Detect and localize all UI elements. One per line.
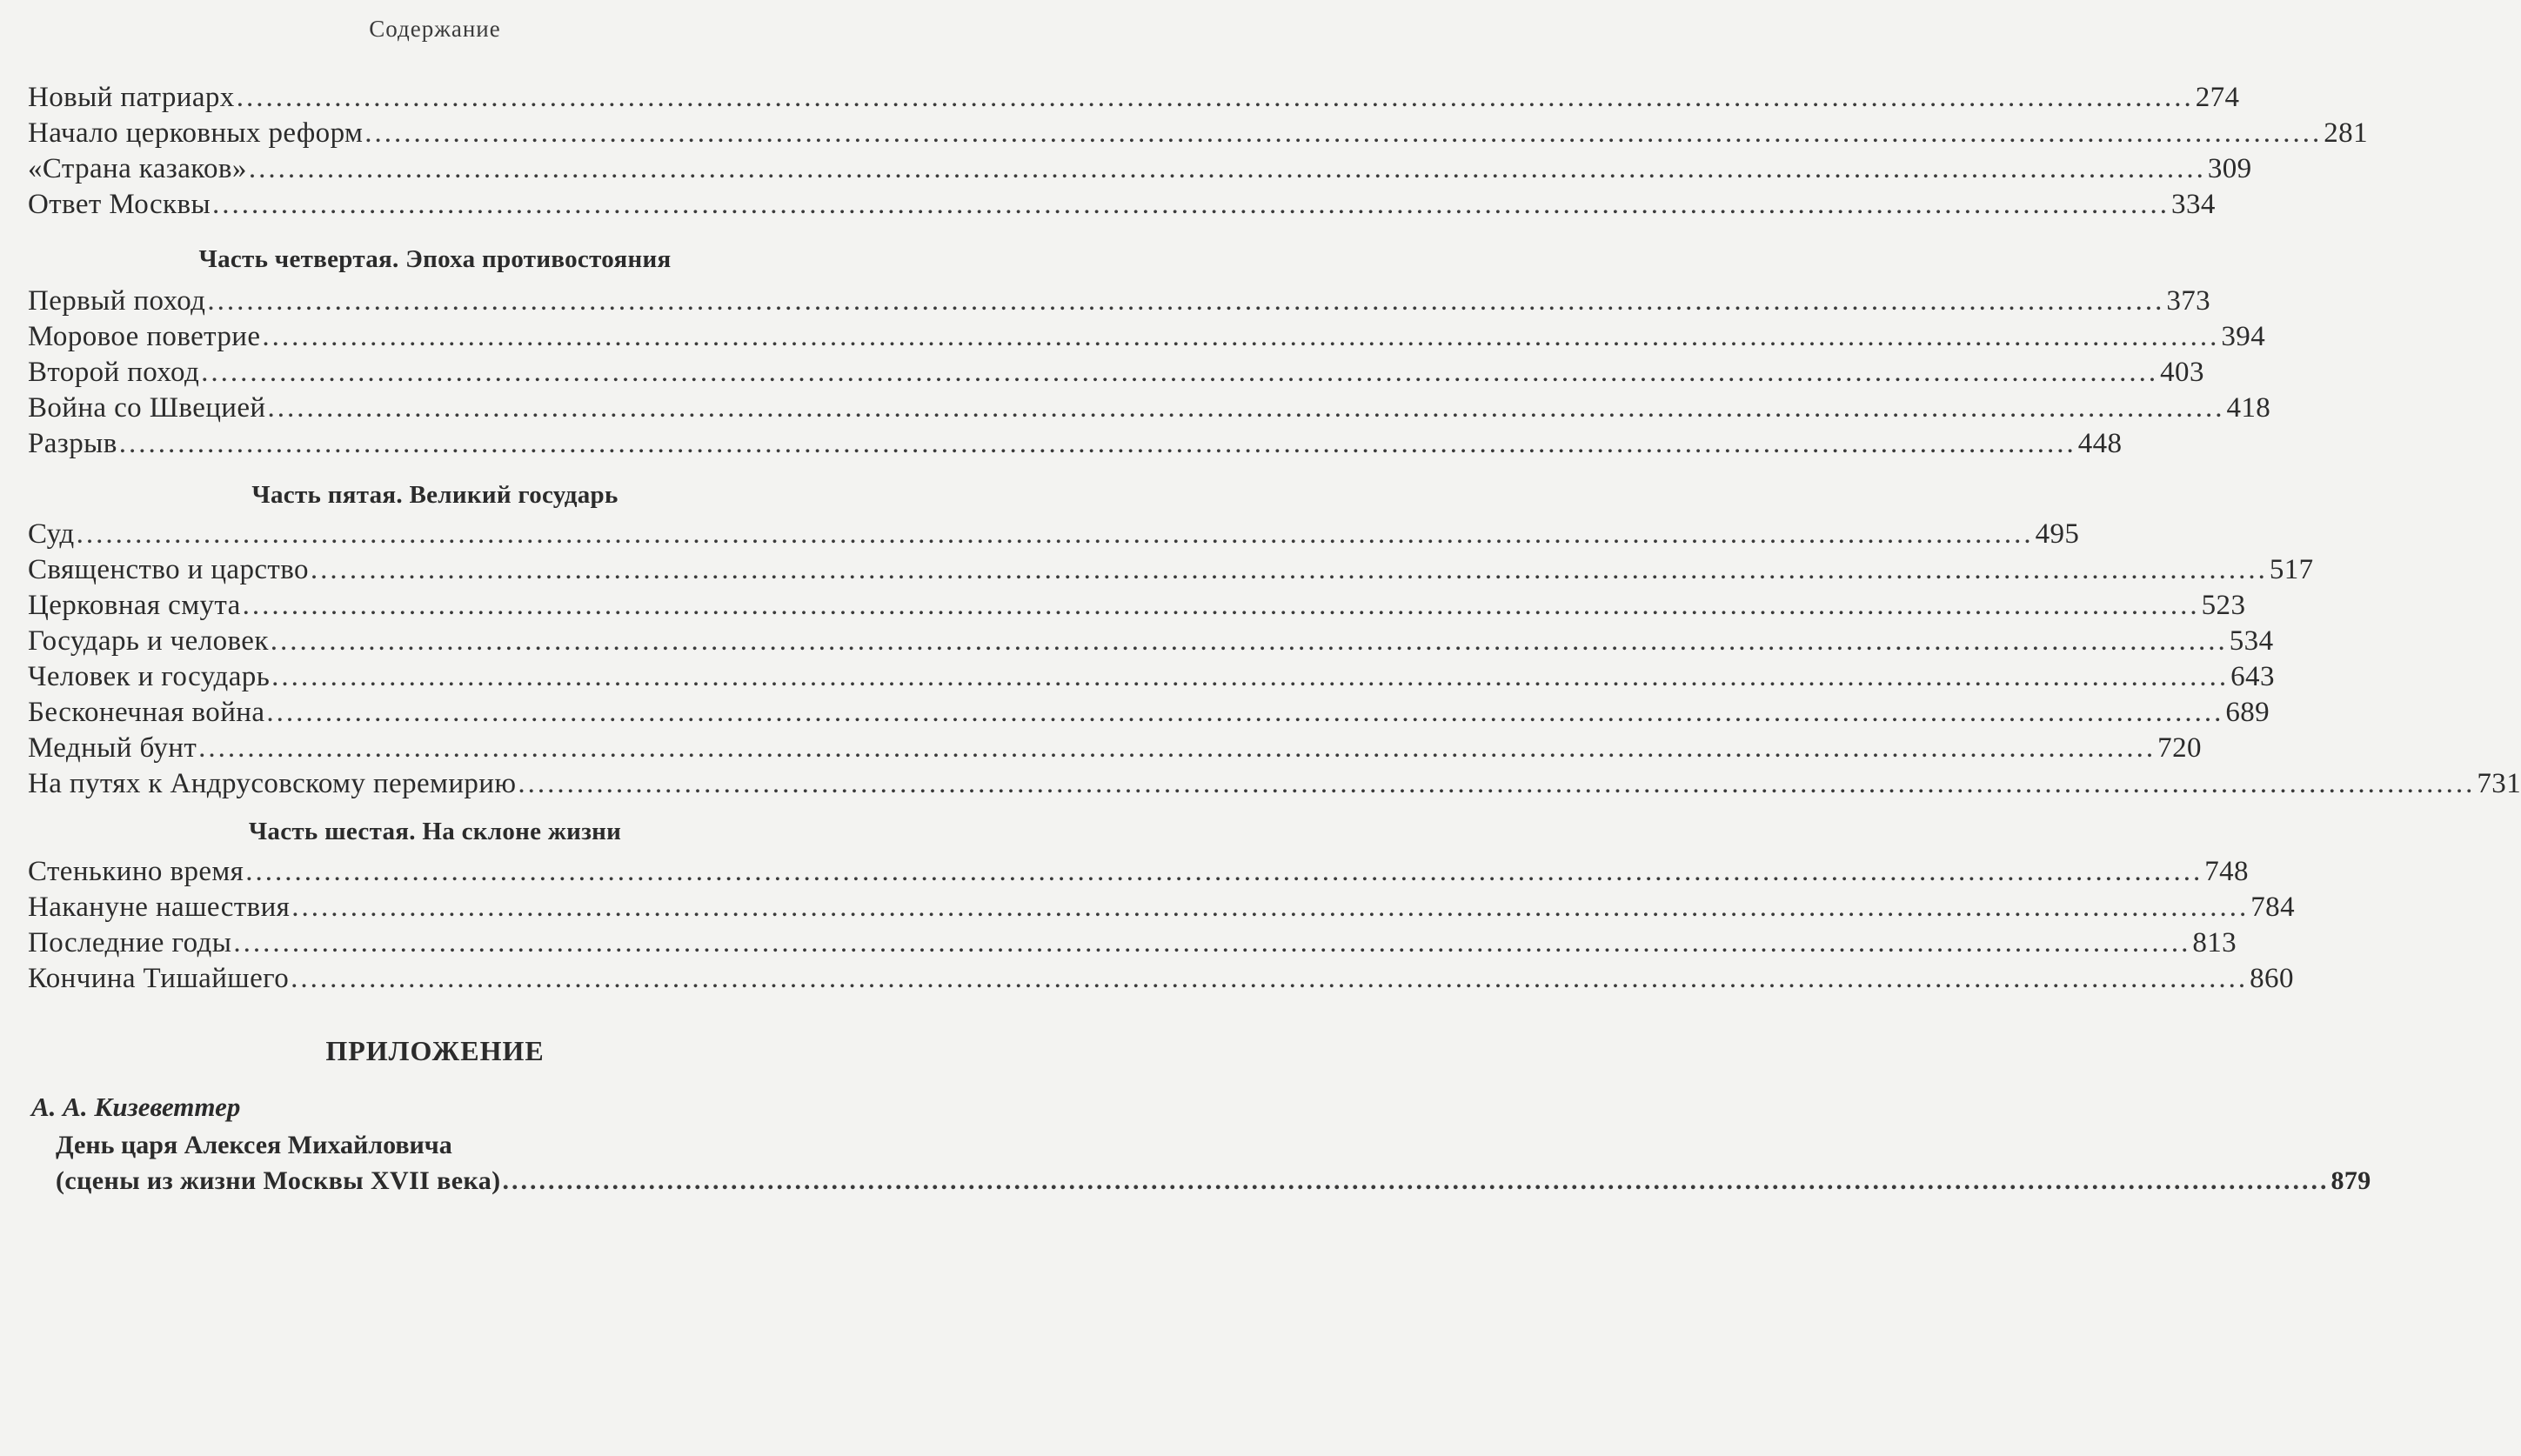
leader-dots: ........................................................................................................................................................................................................ (212, 189, 2170, 220)
leader-dots: ........................................................................................................................................................................................................ (364, 117, 2323, 149)
toc-group-1 (28, 80, 2368, 223)
toc-entry: Разрыв ........................................................................................................................................................................................................ 448 (28, 426, 846, 462)
toc-entry: Медный бунт ........................................................................................................................................................................................................ 720 (28, 731, 846, 766)
leader-dots: ........................................................................................................................................................................................................ (266, 697, 2224, 728)
leader-dots: ........................................................................................................................................................................................................ (201, 357, 2159, 388)
toc-entry: Кончина Тишайшего ........................................................................................................................................................................................................ 860 (28, 961, 846, 997)
leader-dots: ........................................................................................................................................................................................................ (207, 285, 2165, 317)
toc-group-part-4 (28, 284, 2271, 462)
toc-entry: Моровое поветрие ........................................................................................................................................................................................................ 394 (28, 319, 846, 355)
toc-entry: (сцены из жизни Москвы XVII века) ........................................................................................................................................................................................................ 879 (56, 1163, 846, 1199)
toc-entry: Накануне нашествия ........................................................................................................................................................................................................ 784 (28, 890, 846, 925)
leader-dots: ........................................................................................................................................................................................................ (267, 392, 2225, 424)
leader-dots: ........................................................................................................................................................................................................ (291, 892, 2250, 923)
toc-group-part-5 (28, 517, 2521, 802)
toc-entry: На путях к Андрусовскому перемирию ........................................................................................................................................................................................................ 731 (28, 766, 846, 802)
toc-entry: Человек и государь ........................................................................................................................................................................................................ 643 (28, 659, 846, 695)
leader-dots: ........................................................................................................................................................................................................ (236, 82, 2194, 113)
toc-entry: Второй поход ........................................................................................................................................................................................................ 403 (28, 355, 846, 391)
toc-group-part-6 (28, 854, 2295, 997)
leader-dots: ........................................................................................................................................................................................................ (271, 661, 2230, 692)
leader-dots: ........................................................................................................................................................................................................ (262, 321, 2220, 352)
leader-dots: ........................................................................................................................................................................................................ (270, 625, 2228, 657)
leader-dots: ........................................................................................................................................................................................................ (245, 856, 2203, 887)
part-6-title: Часть шестая. На склоне жизни (248, 818, 622, 845)
essay-title-line-1: День царя Алексея Михайловича (56, 1131, 452, 1159)
toc-entry: Церковная смута ........................................................................................................................................................................................................ 523 (28, 588, 846, 624)
leader-dots: ........................................................................................................................................................................................................ (76, 518, 2034, 550)
appendix-essay (56, 1127, 2371, 1199)
leader-dots: ........................................................................................................................................................................................................ (198, 732, 2157, 764)
toc-entry: Последние годы ........................................................................................................................................................................................................ 813 (28, 925, 846, 961)
leader-dots: ........................................................................................................................................................................................................ (291, 963, 2249, 994)
toc-entry: Ответ Москвы ........................................................................................................................................................................................................ 334 (28, 187, 846, 223)
appendix-author: А. А. Кизеветтер (31, 1092, 241, 1122)
leader-dots: ........................................................................................................................................................................................................ (118, 428, 2076, 459)
toc-entry: Государь и человек ........................................................................................................................................................................................................ 534 (28, 624, 846, 659)
toc-entry: «Страна казаков» ........................................................................................................................................................................................................ 309 (28, 151, 846, 187)
toc-entry: Священство и царство ........................................................................................................................................................................................................ 517 (28, 552, 846, 588)
toc-entry: Бесконечная война ........................................................................................................................................................................................................ 689 (28, 695, 846, 731)
part-5-title: Часть пятая. Великий государь (251, 481, 619, 509)
toc-entry: Первый поход ........................................................................................................................................................................................................ 373 (28, 284, 846, 319)
leader-dots: ........................................................................................................................................................................................................ (310, 554, 2268, 585)
leader-dots: ........................................................................................................................................................................................................ (248, 153, 2206, 184)
toc-entry: Война со Швецией ........................................................................................................................................................................................................ 418 (28, 391, 846, 426)
leader-dots: ........................................................................................................................................................................................................ (518, 768, 2476, 799)
leader-dots: ........................................................................................................................................................................................................ (242, 590, 2200, 621)
toc-entry: Суд ........................................................................................................................................................................................................ 495 (28, 517, 846, 552)
appendix-title: ПРИЛОЖЕНИЕ (325, 1035, 545, 1066)
toc-entry: Новый патриарх ........................................................................................................................................................................................................ 274 (28, 80, 846, 116)
part-4-title: Часть четвертая. Эпоха противостояния (198, 245, 672, 273)
toc-entry: Начало церковных реформ ........................................................................................................................................................................................................ 281 (28, 116, 846, 151)
leader-dots: ........................................................................................................................................................................................................ (233, 927, 2191, 958)
running-head: Содержание (369, 16, 501, 42)
toc-entry: Стенькино время ........................................................................................................................................................................................................ 748 (28, 854, 846, 890)
leader-dots: ........................................................................................................................................................................................................ (502, 1166, 2330, 1195)
